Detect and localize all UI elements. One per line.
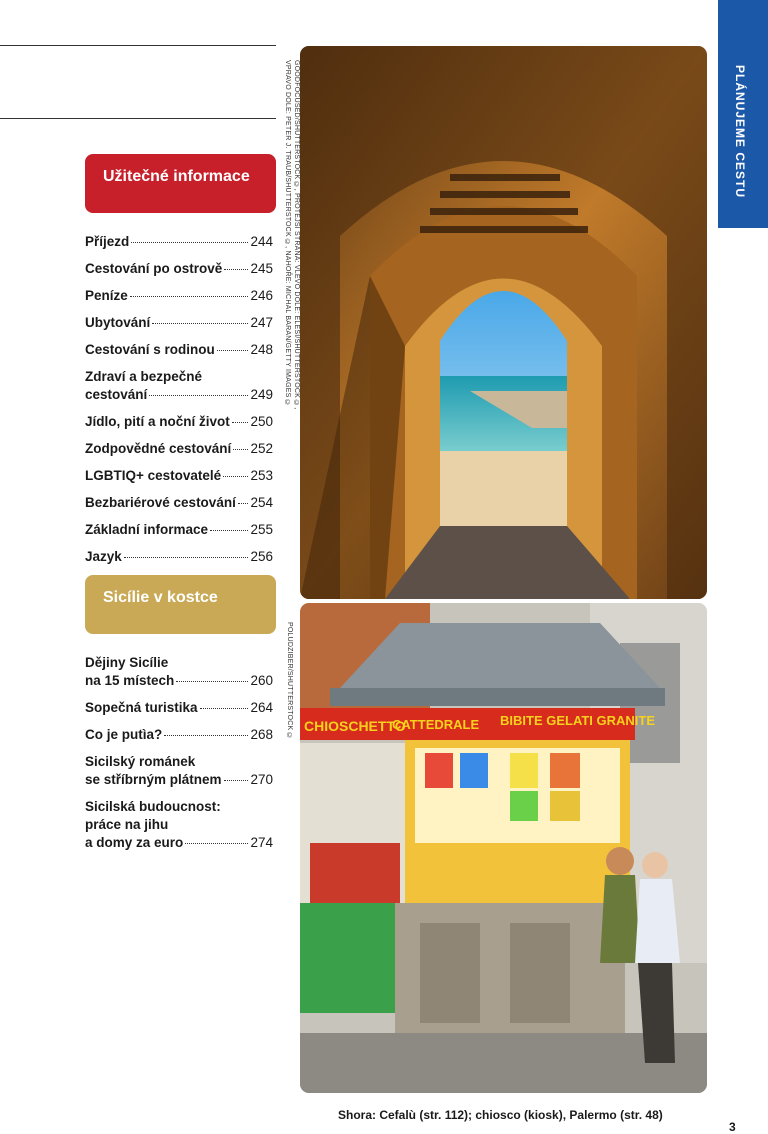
second-rule: [0, 118, 276, 119]
toc-entry-label: Ubytování: [85, 315, 151, 330]
toc-dot-leader: [131, 242, 248, 243]
top-rule: [0, 45, 276, 46]
toc-entry: [85, 798, 273, 852]
chapter-tab-label: PLÁNUJEME CESTU: [733, 65, 747, 199]
toc-entry-page: 274: [250, 835, 273, 850]
toc-entry-page: 249: [250, 387, 273, 402]
kiosk-sign-right: BIBITE GELATI GRANITE: [500, 713, 656, 728]
photo-caption: Shora: Cefalù (str. 112); chiosco (kiosk), Palermo (str. 48): [338, 1108, 663, 1122]
toc-entry-page: 245: [250, 261, 273, 276]
toc-dot-leader: [176, 681, 248, 682]
toc-dot-leader: [223, 476, 248, 477]
toc-entry: [85, 341, 273, 359]
section-title: Užitečné informace: [103, 168, 250, 185]
toc-dot-leader: [232, 422, 249, 423]
photo-credit-bottom: [285, 622, 294, 740]
photo-palermo-kiosk: [300, 603, 707, 1093]
toc-entry: [85, 753, 273, 789]
toc-entry-page: 254: [250, 495, 273, 510]
toc-entry-row: [85, 386, 273, 404]
toc-entry-page: 260: [250, 673, 273, 688]
toc-entry-page: 252: [250, 441, 273, 456]
toc-entry-label: Peníze: [85, 288, 128, 303]
toc-entry-label: na 15 místech: [85, 673, 175, 688]
toc-entry-label: Jídlo, pití a noční život: [85, 414, 230, 429]
photo-credit-top: [283, 60, 301, 409]
toc-entry-label-line: Dějiny Sicílie: [85, 655, 169, 670]
toc-entry: [85, 548, 273, 566]
toc-sicily-overview: [85, 654, 273, 861]
toc-entry: [85, 726, 273, 744]
toc-entry-page: 248: [250, 342, 273, 357]
toc-entry-label: se stříbrným plátnem: [85, 772, 222, 787]
toc-entry-label-line: Sicilský románek: [85, 754, 196, 769]
toc-entry-row: [85, 287, 273, 305]
toc-dot-leader: [152, 323, 248, 324]
toc-entry-row: [85, 672, 273, 690]
toc-entry-label: Co je putìa?: [85, 727, 163, 742]
toc-entry-row: [85, 834, 273, 852]
toc-dot-leader: [210, 530, 248, 531]
toc-entry-page: 247: [250, 315, 273, 330]
toc-entry-page: 246: [250, 288, 273, 303]
toc-entry-page: 244: [250, 234, 273, 249]
toc-dot-leader: [217, 350, 249, 351]
toc-entry-label: Zodpovědné cestování: [85, 441, 232, 456]
toc-entry-label: a domy za euro: [85, 835, 184, 850]
credit-line: GOODFOCUSED/SHUTTERSTOCK ©, PROTĚJŠÍ STRANA: VLEVO DOLE: ELESI/SHUTTERSTOCK ©,: [293, 60, 300, 410]
toc-useful-info: [85, 233, 273, 575]
toc-entry-page: 250: [250, 414, 273, 429]
toc-entry: [85, 287, 273, 305]
toc-entry: [85, 467, 273, 485]
toc-entry: [85, 314, 273, 332]
chapter-tab: [718, 0, 768, 228]
toc-entry-label-line: práce na jihu: [85, 817, 169, 832]
archway-illustration: [300, 46, 707, 599]
toc-entry-row: [85, 314, 273, 332]
photo-cefalu-archway: [300, 46, 707, 599]
toc-dot-leader: [238, 503, 249, 504]
toc-entry-label: Příjezd: [85, 234, 130, 249]
toc-dot-leader: [224, 269, 248, 270]
toc-entry-label: Cestování s rodinou: [85, 342, 215, 357]
toc-entry: [85, 413, 273, 431]
toc-dot-leader: [149, 395, 248, 396]
toc-dot-leader: [224, 780, 249, 781]
toc-dot-leader: [124, 557, 249, 558]
toc-entry-row: [85, 413, 273, 431]
toc-entry-label: Cestování po ostrově: [85, 261, 223, 276]
credit-line: VPRAVO DOLE: PETER J. TRAUB/SHUTTERSTOCK ©, NAHOŘE: MICHAL BARAN/GETTY IMAGES ©: [284, 60, 291, 407]
toc-entry-page: 264: [250, 700, 273, 715]
toc-entry-label: cestování: [85, 387, 148, 402]
toc-entry-row: [85, 341, 273, 359]
toc-entry-row: [85, 440, 273, 458]
kiosk-sign-left: CHIOSCHETTO: [304, 718, 406, 734]
toc-entry: [85, 440, 273, 458]
toc-entry: [85, 699, 273, 717]
toc-dot-leader: [164, 735, 248, 736]
page-number: 3: [729, 1120, 736, 1134]
toc-entry-label: Bezbariérové cestování: [85, 495, 236, 510]
toc-entry-row: [85, 699, 273, 717]
toc-dot-leader: [200, 708, 249, 709]
toc-entry-label-line: Sicilská budoucnost:: [85, 799, 221, 814]
toc-entry-label: LGBTIQ+ cestovatelé: [85, 468, 222, 483]
toc-entry-row: [85, 771, 273, 789]
toc-entry-row: [85, 467, 273, 485]
kiosk-sign-middle: CATTEDRALE: [392, 717, 480, 732]
toc-entry: [85, 368, 273, 404]
toc-entry-page: 253: [250, 468, 273, 483]
toc-entry-page: 268: [250, 727, 273, 742]
section-header-useful-info: [85, 154, 276, 213]
toc-dot-leader: [185, 843, 248, 844]
kiosk-illustration: [300, 603, 707, 1093]
toc-entry-row: [85, 494, 273, 512]
toc-entry: [85, 494, 273, 512]
toc-entry-label: Jazyk: [85, 549, 122, 564]
section-header-sicily-overview: [85, 575, 276, 634]
toc-entry: [85, 521, 273, 539]
toc-entry-row: [85, 260, 273, 278]
toc-dot-leader: [130, 296, 249, 297]
toc-entry-row: [85, 521, 273, 539]
toc-entry-label-line: Zdraví a bezpečné: [85, 369, 203, 384]
toc-entry-page: 256: [250, 549, 273, 564]
toc-entry-label: Základní informace: [85, 522, 209, 537]
section-title: Sicílie v kostce: [103, 589, 218, 606]
toc-entry-page: 270: [250, 772, 273, 787]
toc-entry-row: [85, 548, 273, 566]
toc-entry-row: [85, 726, 273, 744]
toc-entry-row: [85, 233, 273, 251]
credit-line: POLUDZIBER/SHUTTERSTOCK ©: [286, 622, 293, 740]
toc-entry: [85, 233, 273, 251]
toc-entry: [85, 260, 273, 278]
toc-dot-leader: [233, 449, 248, 450]
toc-entry: [85, 654, 273, 690]
toc-entry-label: Sopečná turistika: [85, 700, 198, 715]
toc-entry-page: 255: [250, 522, 273, 537]
